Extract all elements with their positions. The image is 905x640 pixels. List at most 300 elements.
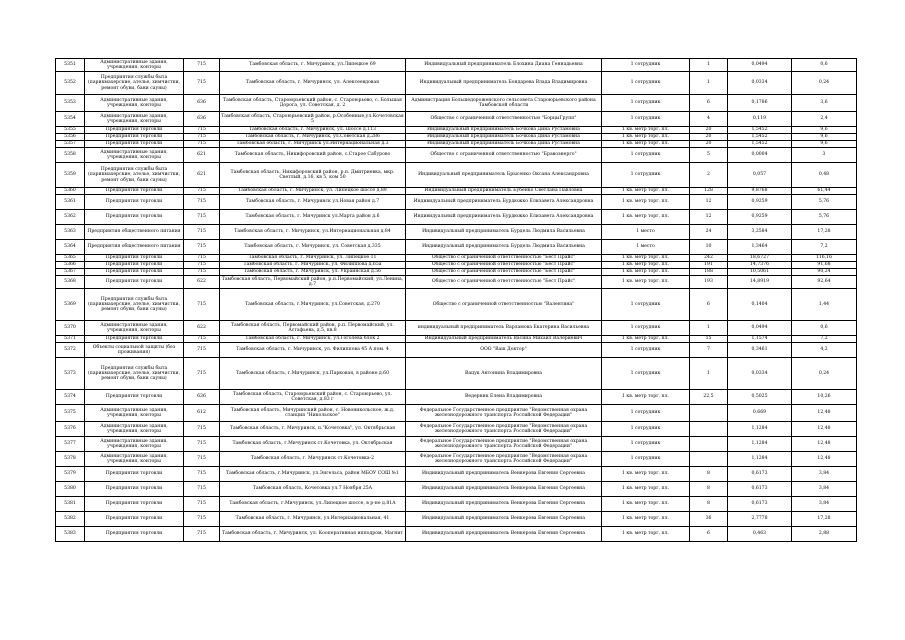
address-cell: Тамбовская область, Первомайский район, р.п.Первомайский, ул.Ленина, д.7 xyxy=(220,276,406,289)
quantity-cell: 1 xyxy=(690,321,728,336)
volume-cell: 0,463 xyxy=(728,527,792,542)
volume-cell: 0,3461 xyxy=(728,343,792,358)
district-code-cell: 715 xyxy=(184,188,220,195)
volume-cell: 0,119 xyxy=(728,112,792,127)
address-cell: Тамбовская область, Староюрьевский район, с. Староюрьево, с. Большая Дорога, ул. Советская, д. 2 xyxy=(220,95,406,112)
organization-cell: Федеральное Государственное предприятие "Ведомственная охрана железнодорожного транспорта Российской Федерации" xyxy=(406,437,602,452)
row-number-cell: 5372 xyxy=(56,343,85,358)
object-category-cell: Предприятия торговли xyxy=(85,195,184,210)
object-category-cell: Предприятия торговли xyxy=(85,527,184,542)
volume-cell: 1,5452 xyxy=(728,134,792,141)
district-code-cell: 621 xyxy=(184,163,220,188)
object-category-cell: Предприятия торговли xyxy=(85,276,184,289)
norm-cell: 9,6 xyxy=(792,127,857,134)
norm-cell: 10,26 xyxy=(792,390,857,405)
row-number-cell: 5368 xyxy=(56,276,85,289)
quantity-cell: 6 xyxy=(690,289,728,321)
district-code-cell: 636 xyxy=(184,112,220,127)
norm-cell: 3,84 xyxy=(792,482,857,497)
row-number-cell: 5358 xyxy=(56,148,85,163)
table-row xyxy=(56,321,857,336)
organization-cell: Индивидуальный предприниматель Венкерова Евгения Сергеевна xyxy=(406,497,602,512)
norm-cell: 9,6 xyxy=(792,141,857,148)
district-code-cell: 715 xyxy=(184,72,220,95)
table-row xyxy=(56,59,857,72)
row-number-cell: 5378 xyxy=(56,452,85,467)
object-category-cell: Предприятия торговли xyxy=(85,512,184,527)
district-code-cell: 715 xyxy=(184,358,220,390)
quantity-cell: 2 xyxy=(690,163,728,188)
table-row xyxy=(56,95,857,112)
quantity-cell: 191 xyxy=(690,262,728,269)
table-row xyxy=(56,422,857,437)
address-cell: Тамбовская область, г. Мичуринск ст.Кочетовка-2 xyxy=(220,452,406,467)
quantity-cell: 1 xyxy=(690,72,728,95)
norm-cell: 17,28 xyxy=(792,512,857,527)
volume-cell: 10,5061 xyxy=(728,269,792,276)
district-code-cell: 715 xyxy=(184,497,220,512)
address-cell: Тамбовская область, г.Мичуринск, ул.Липецкое шоссе, в р-не д.81А xyxy=(220,497,406,512)
volume-cell: 1,1574 xyxy=(728,336,792,343)
address-cell: Тамбовская область, г. Мичуринск, ул. Липецкое 11 xyxy=(220,255,406,262)
unit-cell: 1 кв. метр торг. пл. xyxy=(602,195,690,210)
volume-cell: 1,3464 xyxy=(728,240,792,255)
unit-cell: 1 сотрудник xyxy=(602,437,690,452)
address-cell: Тамбовская область, Староюрьевский район, с. Староюрьево, ул. Советская, д.83 г xyxy=(220,390,406,405)
unit-cell: 1 сотрудник xyxy=(602,95,690,112)
volume-cell: 0,1404 xyxy=(728,289,792,321)
norm-cell: 2,4 xyxy=(792,112,857,127)
object-category-cell: Административные здания, учреждения, конторы xyxy=(85,321,184,336)
quantity-cell: 8 xyxy=(690,482,728,497)
unit-cell: 1 кв. метр торг. пл. xyxy=(602,527,690,542)
quantity-cell: 10 xyxy=(690,240,728,255)
object-category-cell: Административные здания, учреждения, конторы xyxy=(85,59,184,72)
norm-cell: 4,2 xyxy=(792,343,857,358)
object-category-cell: Предприятия торговли xyxy=(85,467,184,482)
object-category-cell: Предприятия службы быта (парикмахерские, ателье, химчистки, ремонт обуви, бани сауны) xyxy=(85,358,184,390)
volume-cell: 0,0004 xyxy=(728,148,792,163)
unit-cell: 1 сотрудник xyxy=(602,422,690,437)
norm-cell: 7,2 xyxy=(792,336,857,343)
table-row xyxy=(56,289,857,321)
row-number-cell: 5353 xyxy=(56,95,85,112)
district-code-cell: 715 xyxy=(184,422,220,437)
address-cell: Тамбовская область, г. Мичуринск, ул. Советская д.335 xyxy=(220,240,406,255)
quantity-cell: 1 xyxy=(690,59,728,72)
unit-cell: 1 кв. метр торг. пл. xyxy=(602,262,690,269)
norm-cell: 0,6 xyxy=(792,59,857,72)
object-category-cell: Предприятия торговли xyxy=(85,390,184,405)
quantity-cell: 193 xyxy=(690,276,728,289)
district-code-cell: 715 xyxy=(184,482,220,497)
unit-cell: 1 сотрудник xyxy=(602,59,690,72)
district-code-cell: 715 xyxy=(184,141,220,148)
organization-cell: ООО "Ваш Доктор" xyxy=(406,343,602,358)
norm-cell: 2,88 xyxy=(792,527,857,542)
volume-cell: 0,669 xyxy=(728,405,792,422)
norm-cell: 3,84 xyxy=(792,467,857,482)
address-cell: Тамбовская область, г. Мичуринск, ул. Филиппова 45 А пом. 4 xyxy=(220,343,406,358)
row-number-cell: 5382 xyxy=(56,512,85,527)
unit-cell: 1 кв. метр торг. пл. xyxy=(602,497,690,512)
volume-cell: 0,0494 xyxy=(728,59,792,72)
volume-cell: 1,1284 xyxy=(728,422,792,437)
organization-cell: Общество с ограниченной ответственностью "БорцыГрупп" xyxy=(406,112,602,127)
organization-cell: Индивидуальный предприниматель Бурдель Людмила Васильевна xyxy=(406,225,602,240)
district-code-cell: 622 xyxy=(184,276,220,289)
quantity-cell: 6 xyxy=(690,95,728,112)
norm-cell: 90,24 xyxy=(792,269,857,276)
organization-cell: Федеральное Государственное предприятие "Ведомственная охрана железнодорожного транспорта Российской Федерации" xyxy=(406,422,602,437)
address-cell: Тамбовская область, г. Мичуринск ул.Марта район д.6 xyxy=(220,210,406,225)
address-cell: Тамбовская область, Староюрьевский район, р.Особенные,ул.Кочетовская 5 xyxy=(220,112,406,127)
address-cell: Тамбовская область, г. Мичуринск ул.Новая район д.7 xyxy=(220,195,406,210)
address-cell: Тамбовская область, г.Мичуринск, ул.Советская, д.270 xyxy=(220,289,406,321)
object-category-cell: Административные здания, учреждения, конторы xyxy=(85,422,184,437)
object-category-cell: Предприятия торговли xyxy=(85,269,184,276)
object-category-cell: Административные здания, учреждения, конторы xyxy=(85,148,184,163)
organization-cell: Индивидуальный предприниматель Бочкова Дина Рустамовна xyxy=(406,141,602,148)
norm-cell: 3,6 xyxy=(792,95,857,112)
table-row xyxy=(56,482,857,497)
object-category-cell: Предприятия общественного питания xyxy=(85,225,184,240)
object-category-cell: Объекты социальной защиты (без проживания) xyxy=(85,343,184,358)
volume-cell: 1,5452 xyxy=(728,141,792,148)
district-code-cell: 715 xyxy=(184,336,220,343)
volume-cell: 1,5452 xyxy=(728,127,792,134)
norm-cell: 3,84 xyxy=(792,497,857,512)
volume-cell: 9,8768 xyxy=(728,188,792,195)
district-code-cell: 612 xyxy=(184,405,220,422)
unit-cell: 1 кв. метр торг. пл. xyxy=(602,188,690,195)
table-row xyxy=(56,112,857,127)
organization-cell: Индивидуальный предприниматель Бурдель Людмила Васильевна xyxy=(406,240,602,255)
object-category-cell: Предприятия службы быта (парикмахерские, ателье, химчистки, ремонт обуви, бани сауны) xyxy=(85,163,184,188)
norm-cell: 17,28 xyxy=(792,225,857,240)
object-category-cell: Предприятия торговли xyxy=(85,262,184,269)
district-code-cell: 621 xyxy=(184,148,220,163)
volume-cell: 1,1284 xyxy=(728,452,792,467)
row-number-cell: 5361 xyxy=(56,195,85,210)
volume-cell: 3,2584 xyxy=(728,225,792,240)
row-number-cell: 5381 xyxy=(56,497,85,512)
object-category-cell: Административные здания, учреждения, конторы xyxy=(85,112,184,127)
object-category-cell: Предприятия торговли xyxy=(85,336,184,343)
object-category-cell: Предприятия торговли xyxy=(85,210,184,225)
table-row xyxy=(56,225,857,240)
address-cell: Тамбовская область, г. Мичуринск, ул.Интернациональная д.84 xyxy=(220,225,406,240)
organization-cell: Ведерник Елена Владимировна xyxy=(406,390,602,405)
row-number-cell: 5359 xyxy=(56,163,85,188)
organization-cell: Индивидуальный предприниматель Бурдюжко Елизавета Александровна xyxy=(406,195,602,210)
volume-cell: 0,0334 xyxy=(728,72,792,95)
unit-cell: 1 кв. метр торг. пл. xyxy=(602,336,690,343)
quantity-cell: 4 xyxy=(690,112,728,127)
object-category-cell: Предприятия торговли xyxy=(85,255,184,262)
district-code-cell: 715 xyxy=(184,467,220,482)
quantity-cell: 8 xyxy=(690,467,728,482)
address-cell: Тамбовская область, г. Мичуринск, ул.Липецкое 69 xyxy=(220,59,406,72)
table-row xyxy=(56,127,857,134)
district-code-cell: 715 xyxy=(184,210,220,225)
norm-cell: 91,68 xyxy=(792,262,857,269)
row-number-cell: 5370 xyxy=(56,321,85,336)
table-row xyxy=(56,512,857,527)
row-number-cell: 5360 xyxy=(56,188,85,195)
object-category-cell: Предприятия торговли xyxy=(85,497,184,512)
row-number-cell: 5369 xyxy=(56,289,85,321)
district-code-cell: 715 xyxy=(184,134,220,141)
volume-cell: 18,6727 xyxy=(728,255,792,262)
unit-cell: 1 кв. метр торг. пл. xyxy=(602,390,690,405)
norm-cell: 12,48 xyxy=(792,405,857,422)
row-number-cell: 5355 xyxy=(56,127,85,134)
unit-cell: 1 сотрудник xyxy=(602,452,690,467)
address-cell: Тамбовская область, г. Мичуринск, ул. Шоссе д.113 xyxy=(220,127,406,134)
unit-cell: 1 сотрудник xyxy=(602,163,690,188)
district-code-cell: 715 xyxy=(184,195,220,210)
address-cell: Тамбовская область, г. Мичуринск ул.Интернациональная д.3 xyxy=(220,141,406,148)
norm-cell: 12,48 xyxy=(792,452,857,467)
quantity-cell: 242 xyxy=(690,255,728,262)
norm-cell: 3 xyxy=(792,148,857,163)
unit-cell: 1 кв. метр торг. пл. xyxy=(602,210,690,225)
row-number-cell: 5366 xyxy=(56,262,85,269)
organization-cell: Индивидуальный предприниматель Венкерова Евгения Сергеевна xyxy=(406,467,602,482)
document-sheet xyxy=(55,58,856,542)
organization-cell: Индивидуальный предприниматель Васина Михаил Валериевич xyxy=(406,336,602,343)
row-number-cell: 5363 xyxy=(56,225,85,240)
address-cell: Тамбовская область, Никифоровский район, р.п. Дмитриевка, мкр. Светлый, д.16, кв 5, ком 50 xyxy=(220,163,406,188)
volume-cell: 14,8919 xyxy=(728,276,792,289)
norm-cell: 9,6 xyxy=(792,134,857,141)
norm-cell: 92,64 xyxy=(792,276,857,289)
row-number-cell: 5356 xyxy=(56,134,85,141)
quantity-cell xyxy=(690,437,728,452)
unit-cell: 1 сотрудник xyxy=(602,343,690,358)
row-number-cell: 5362 xyxy=(56,210,85,225)
organization-cell: Общество с ограниченной ответственностью "Бест Прайс" xyxy=(406,269,602,276)
volume-cell: 0,5025 xyxy=(728,390,792,405)
address-cell: Тамбовская область, г. Мичуринск, ул. Алексеевдовая xyxy=(220,72,406,95)
address-cell: Тамбовская область, г. Мичуринск, ул. Липецкое шоссе д.89 xyxy=(220,188,406,195)
quantity-cell: 7 xyxy=(690,343,728,358)
quantity-cell: 6 xyxy=(690,527,728,542)
quantity-cell: 12 xyxy=(690,210,728,225)
organization-cell: Индивидуальный предприниматель Блохина Диана Геннадьевна xyxy=(406,59,602,72)
row-number-cell: 5354 xyxy=(56,112,85,127)
organization-cell: Общество с ограниченной ответственностью "Бравоэнерго" xyxy=(406,148,602,163)
table-row xyxy=(56,262,857,269)
table-row xyxy=(56,527,857,542)
organization-cell: Общество с ограниченной ответственностью "Бест Прайс" xyxy=(406,255,602,262)
quantity-cell xyxy=(690,452,728,467)
district-code-cell: 715 xyxy=(184,255,220,262)
row-number-cell: 5365 xyxy=(56,255,85,262)
row-number-cell: 5374 xyxy=(56,390,85,405)
norm-cell: 116,16 xyxy=(792,255,857,262)
volume-cell: 0,9259 xyxy=(728,195,792,210)
unit-cell: 1 сотрудник xyxy=(602,72,690,95)
address-cell: Тамбовская область, г. Мичуринск, ул.Советская д.286 xyxy=(220,134,406,141)
quantity-cell: 24 xyxy=(690,225,728,240)
district-code-cell: 715 xyxy=(184,452,220,467)
district-code-cell: 715 xyxy=(184,512,220,527)
volume-cell: 0,6173 xyxy=(728,497,792,512)
address-cell: Тамбовская область, г.Мичуринск ст.Кочетовка, ул. Октябрьская xyxy=(220,437,406,452)
address-cell: Тамбовская область, Кочетовка ул.7 Ноября 25А xyxy=(220,482,406,497)
address-cell: Тамбовская область, г. Мичуринск, ул.Интернациональная, 41 xyxy=(220,512,406,527)
unit-cell: 1 сотрудник xyxy=(602,321,690,336)
district-code-cell: 636 xyxy=(184,95,220,112)
row-number-cell: 5351 xyxy=(56,59,85,72)
quantity-cell: 22,5 xyxy=(690,390,728,405)
norm-cell: 0,24 xyxy=(792,72,857,95)
row-number-cell: 5367 xyxy=(56,269,85,276)
quantity-cell: 8 xyxy=(690,497,728,512)
object-category-cell: Предприятия службы быта (парикмахерские, ателье, химчистки, ремонт обуви, бани сауны) xyxy=(85,289,184,321)
organization-cell: Индивидуальный предприниматель Венкерова Евгения Сергеевна xyxy=(406,527,602,542)
address-cell: Тамбовская область, г.Мичуринск, ул.Парковая, в районе д.60 xyxy=(220,358,406,390)
address-cell: Тамбовская область, г.Мичуринск, ул.Энгельса, район МБОУ СОШ №1 xyxy=(220,467,406,482)
row-number-cell: 5380 xyxy=(56,482,85,497)
address-cell: Тамбовская область, Первомайский район, р.п. Первомайский, ул. Астафьева, д.5, кв.8 xyxy=(220,321,406,336)
table-row xyxy=(56,405,857,422)
organization-cell: Общество с ограниченной ответственностью "Бест Прайс" xyxy=(406,276,602,289)
row-number-cell: 5383 xyxy=(56,527,85,542)
volume-cell: 0,0334 xyxy=(728,358,792,390)
unit-cell: 1 сотрудник xyxy=(602,405,690,422)
unit-cell: 1 место xyxy=(602,225,690,240)
table-row xyxy=(56,269,857,276)
table-row xyxy=(56,255,857,262)
quantity-cell xyxy=(690,405,728,422)
unit-cell: 1 кв. метр торг. пл. xyxy=(602,134,690,141)
address-cell: Тамбовская область, Никифоровский район, с.Старое Сабурово xyxy=(220,148,406,163)
unit-cell: 1 место xyxy=(602,240,690,255)
organization-cell: Вацук Антонина Владимировна xyxy=(406,358,602,390)
waste-norms-table xyxy=(55,58,857,542)
address-cell: Тамбовская область, г. Мичуринск, п."Кочетовка", ул. Октябрьская xyxy=(220,422,406,437)
object-category-cell: Предприятия торговли xyxy=(85,127,184,134)
quantity-cell: 15 xyxy=(690,336,728,343)
volume-cell: 0,0494 xyxy=(728,321,792,336)
unit-cell: 1 кв. метр торг. пл. xyxy=(602,269,690,276)
volume-cell: 0,6173 xyxy=(728,482,792,497)
row-number-cell: 5375 xyxy=(56,405,85,422)
norm-cell: 5,76 xyxy=(792,210,857,225)
volume-cell: 0,9259 xyxy=(728,210,792,225)
district-code-cell: 636 xyxy=(184,390,220,405)
table-row xyxy=(56,141,857,148)
quantity-cell: 20 xyxy=(690,134,728,141)
district-code-cell: 715 xyxy=(184,343,220,358)
quantity-cell: 20 xyxy=(690,127,728,134)
object-category-cell: Административные здания, учреждения, конторы xyxy=(85,452,184,467)
unit-cell: 1 кв. метр торг. пл. xyxy=(602,482,690,497)
object-category-cell: Предприятия торговли xyxy=(85,482,184,497)
table-row xyxy=(56,467,857,482)
organization-cell: Индивидуальный предприниматель Бубенко Светлана Павловна xyxy=(406,188,602,195)
district-code-cell: 715 xyxy=(184,59,220,72)
organization-cell: Индивидуальный предприниматель Венкерова Евгения Сергеевна xyxy=(406,512,602,527)
quantity-cell: 188 xyxy=(690,269,728,276)
volume-cell: 1,1284 xyxy=(728,437,792,452)
row-number-cell: 5352 xyxy=(56,72,85,95)
object-category-cell: Административные здания, учреждения, конторы xyxy=(85,437,184,452)
row-number-cell: 5371 xyxy=(56,336,85,343)
norm-cell: 12,48 xyxy=(792,437,857,452)
norm-cell: 12,48 xyxy=(792,422,857,437)
volume-cell: 0,057 xyxy=(728,163,792,188)
row-number-cell: 5376 xyxy=(56,422,85,437)
table-row xyxy=(56,437,857,452)
object-category-cell: Административные здания, учреждения, конторы xyxy=(85,405,184,422)
row-number-cell: 5373 xyxy=(56,358,85,390)
table-row xyxy=(56,72,857,95)
organization-cell: Индивидуальный предприниматель Бурдюжко Елизавета Александровна xyxy=(406,210,602,225)
organization-cell: Индивидуальный предприниматель Бочкова Дина Рустамовна xyxy=(406,127,602,134)
unit-cell: 1 сотрудник xyxy=(602,148,690,163)
row-number-cell: 5377 xyxy=(56,437,85,452)
district-code-cell: 715 xyxy=(184,127,220,134)
organization-cell: индивидуальный предприниматель Варламова Екатерина Васильевна xyxy=(406,321,602,336)
address-cell: Тамбовская область, Мичуринский район, с. Новоникольское, ж.д. станция "Никольское" xyxy=(220,405,406,422)
table-row xyxy=(56,240,857,255)
unit-cell: 1 кв. метр торг. пл. xyxy=(602,255,690,262)
volume-cell: 0,6173 xyxy=(728,467,792,482)
organization-cell: Администрация Большедороженского сельсовета Староюрьевского района Тамбовской области xyxy=(406,95,602,112)
unit-cell: 1 кв. метр торг. пл. xyxy=(602,467,690,482)
district-code-cell: 715 xyxy=(184,240,220,255)
table-body xyxy=(56,59,857,542)
quantity-cell: 1 xyxy=(690,358,728,390)
row-number-cell: 5357 xyxy=(56,141,85,148)
quantity-cell: 36 xyxy=(690,512,728,527)
table-row xyxy=(56,343,857,358)
table-row xyxy=(56,497,857,512)
quantity-cell xyxy=(690,422,728,437)
address-cell: Тамбовская область, г. Мичуринск, ул.Гоголева блок 2 xyxy=(220,336,406,343)
organization-cell: Общество с ограниченной ответственностью "Валентина" xyxy=(406,289,602,321)
district-code-cell: 715 xyxy=(184,262,220,269)
table-row xyxy=(56,358,857,390)
district-code-cell: 715 xyxy=(184,225,220,240)
organization-cell: Индивидуальный предприниматель Брысенко Оксана Александровна xyxy=(406,163,602,188)
table-row xyxy=(56,390,857,405)
address-cell: Тамбовская область, г. Мичуринск, ул. Украинская д.56 xyxy=(220,269,406,276)
norm-cell: 1,44 xyxy=(792,289,857,321)
quantity-cell: 5 xyxy=(690,148,728,163)
table-row xyxy=(56,336,857,343)
object-category-cell: Административные здания, учреждения, конторы xyxy=(85,95,184,112)
table-row xyxy=(56,134,857,141)
unit-cell: 1 сотрудник xyxy=(602,112,690,127)
norm-cell: 0,48 xyxy=(792,163,857,188)
volume-cell: 0,1786 xyxy=(728,95,792,112)
norm-cell: 0,6 xyxy=(792,321,857,336)
unit-cell: 1 сотрудник xyxy=(602,289,690,321)
table-row xyxy=(56,148,857,163)
district-code-cell: 715 xyxy=(184,289,220,321)
district-code-cell: 715 xyxy=(184,437,220,452)
norm-cell: 7,2 xyxy=(792,240,857,255)
table-row xyxy=(56,452,857,467)
unit-cell: 1 кв. метр торг. пл. xyxy=(602,512,690,527)
organization-cell: Индивидуальный предприниматель Венкерова Евгения Сергеевна xyxy=(406,482,602,497)
district-code-cell: 715 xyxy=(184,527,220,542)
